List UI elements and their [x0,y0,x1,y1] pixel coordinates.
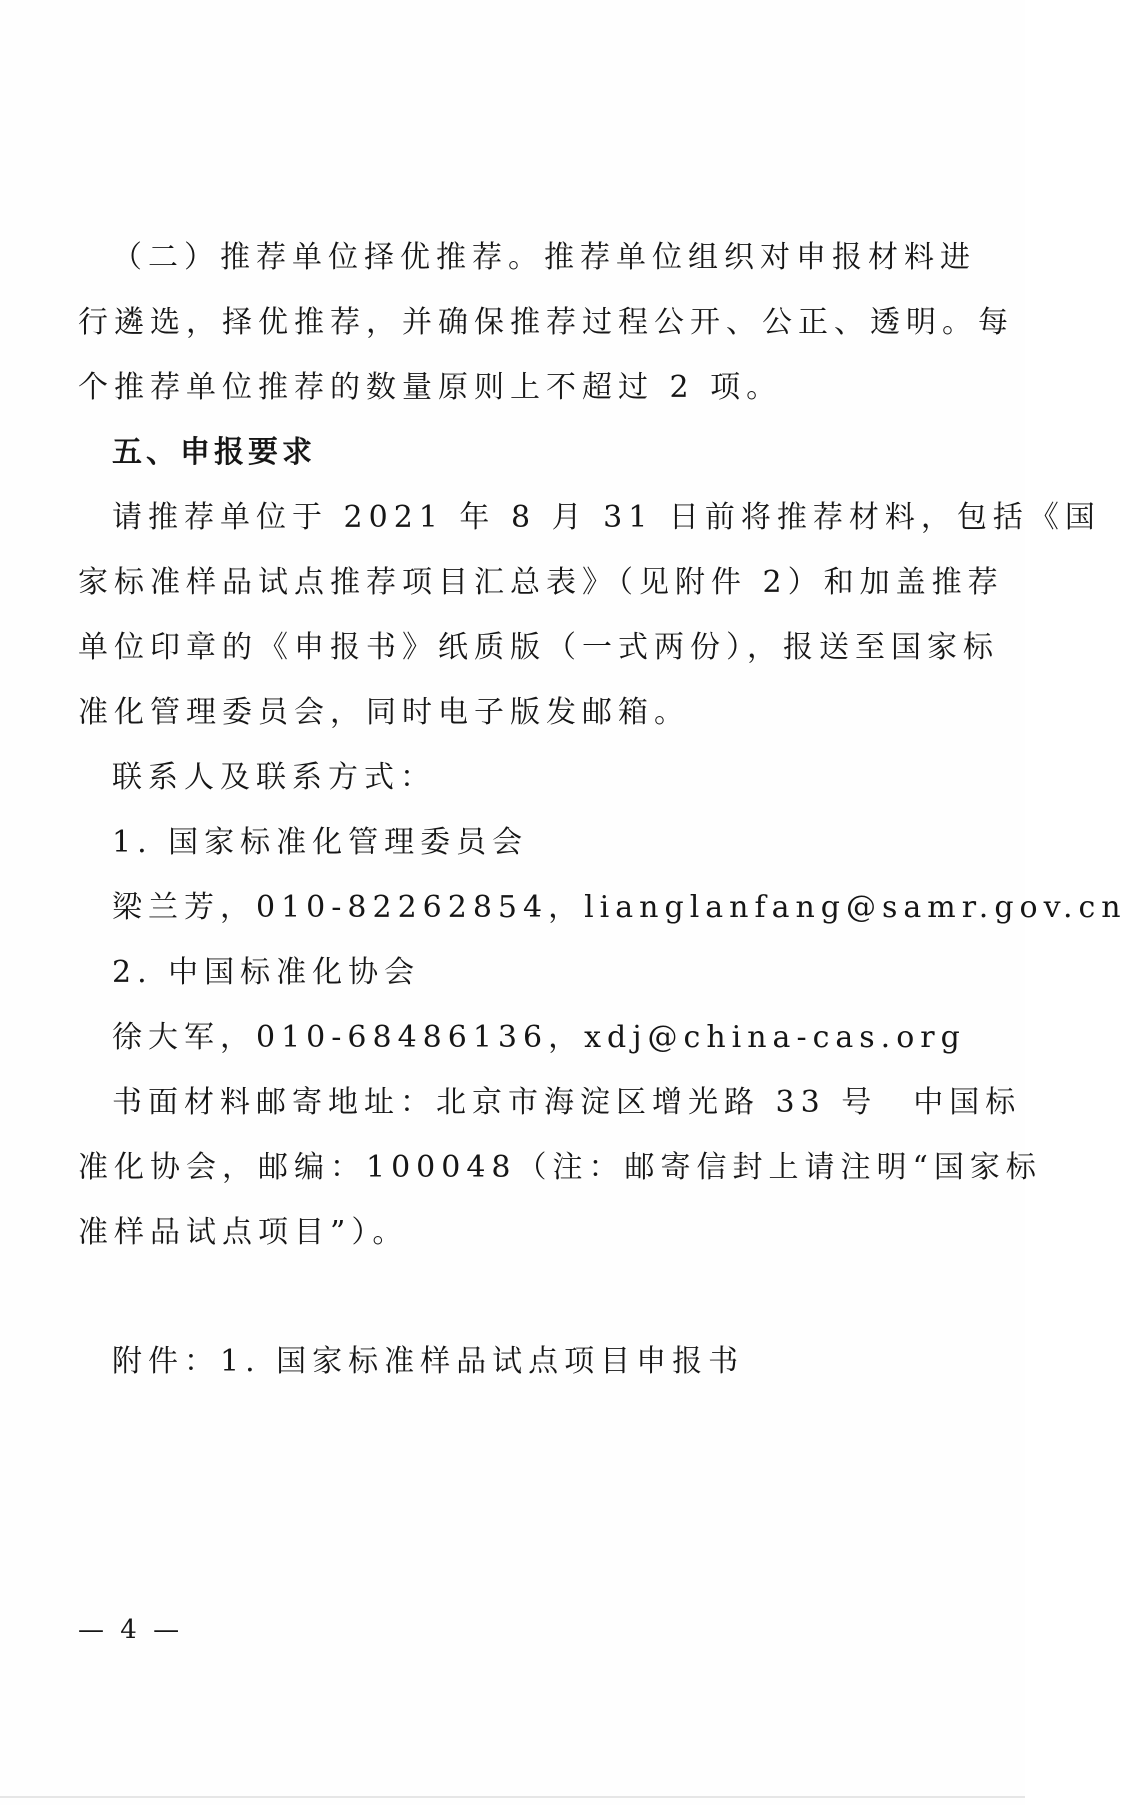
section-heading: 五、申报要求 [112,435,316,470]
contact-person-2: 徐大军，010-68486136，xdj@china-cas.org [112,1020,966,1055]
paragraph-line: （二）推荐单位择优推荐。推荐单位组织对申报材料进 [112,240,976,275]
mailing-address-line: 准样品试点项目”）。 [78,1215,409,1250]
contact-org-1: 1. 国家标准化管理委员会 [112,825,529,860]
attachment-line: 附件：1. 国家标准样品试点项目申报书 [112,1344,745,1379]
paragraph-line: 单位印章的《申报书》纸质版（一式两份），报送至国家标 [78,630,999,665]
mailing-address-line: 准化协会，邮编：100048（注：邮寄信封上请注明“国家标 [78,1150,1042,1185]
paragraph-line: 家标准样品试点推荐项目汇总表》（见附件 2）和加盖推荐 [78,565,1004,600]
contact-org-2: 2. 中国标准化协会 [112,955,421,990]
contact-person-1: 梁兰芳，010-82262854，lianglanfang@samr.gov.cn [112,890,1127,925]
paragraph-line: 个推荐单位推荐的数量原则上不超过 2 项。 [78,370,783,405]
paragraph-line: 行遴选，择优推荐，并确保推荐过程公开、公正、透明。每 [78,305,1014,340]
paragraph-line: 准化管理委员会，同时电子版发邮箱。 [78,695,690,730]
paragraph-line: 请推荐单位于 2021 年 8 月 31 日前将推荐材料，包括《国 [112,500,1101,535]
contact-heading: 联系人及联系方式： [112,760,436,795]
mailing-address-line: 书面材料邮寄地址：北京市海淀区增光路 33 号 中国标 [112,1085,1022,1120]
page-bottom-divider [0,1796,1025,1798]
page-number: — 4 — [78,1615,184,1645]
